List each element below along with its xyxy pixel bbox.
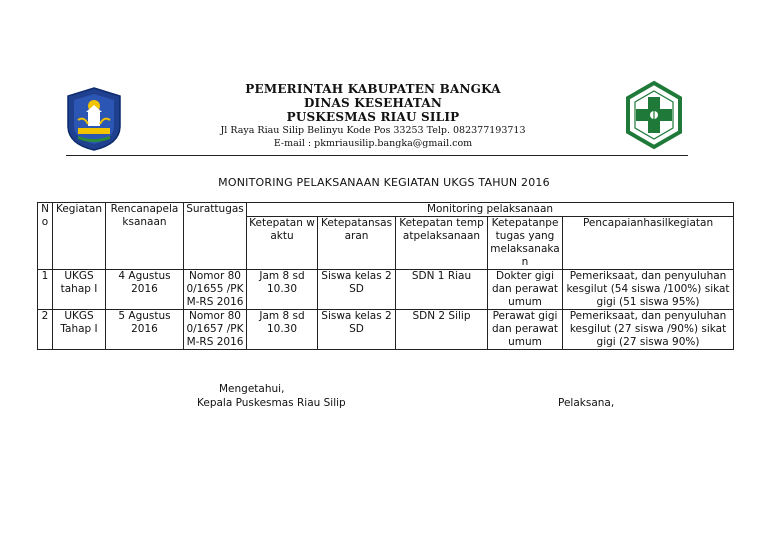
monitoring-table (37, 202, 734, 350)
letterhead-email: E-mail : pkmriausilip.bangka@gmail.com (273, 138, 473, 149)
cell-sasaran: Siswa kelas 2 SD (318, 270, 396, 310)
cell-surat: Nomor 800/1657 /PKM-RS 2016 (184, 310, 247, 350)
kabupaten-bangka-emblem-icon (64, 86, 124, 152)
cell-petugas: Dokter gigi dan perawat umum (488, 270, 563, 310)
header-monitoring-group: Monitoring pelaksanaan (247, 203, 734, 217)
cell-no: 1 (38, 270, 53, 310)
letterhead-department: DINAS KESEHATAN (303, 96, 443, 110)
cell-rencana: 5 Agustus 2016 (106, 310, 184, 350)
header-hasil: Pencapaianhasilkegiatan (563, 217, 734, 270)
puskesmas-cross-emblem-icon (623, 80, 685, 150)
table-row (38, 310, 734, 350)
letterhead-address: Jl Raya Riau Silip Belinyu Kode Pos 33253 Telp. 082377193713 (220, 125, 526, 136)
cell-surat: Nomor 800/1655 /PKM-RS 2016 (184, 270, 247, 310)
cell-kegiatan: UKGS Tahap I (53, 310, 106, 350)
signature-executor-label: Pelaksana, (558, 397, 615, 409)
document-title: MONITORING PELAKSANAAN KEGIATAN UKGS TAHUN 2016 (218, 176, 550, 189)
cell-petugas: Perawat gigi dan perawat umum (488, 310, 563, 350)
cell-hasil: Pemeriksaat, dan penyuluhan kesgilut (54 siswa /100%) sikat gigi (51 siswa 95%) (563, 270, 734, 310)
letterhead-institution: PUSKESMAS RIAU SILIP (286, 110, 460, 124)
cell-tempat: SDN 1 Riau (396, 270, 488, 310)
cell-sasaran: Siswa kelas 2 SD (318, 310, 396, 350)
cell-waktu: Jam 8 sd 10.30 (247, 310, 318, 350)
header-no: No (38, 203, 53, 270)
cell-no: 2 (38, 310, 53, 350)
letterhead (180, 82, 566, 150)
header-waktu: Ketepatan waktu (247, 217, 318, 270)
header-surat: Surattugas (184, 203, 247, 270)
signature-head-title: Kepala Puskesmas Riau Silip (197, 397, 346, 409)
cell-kegiatan: UKGS tahap I (53, 270, 106, 310)
table-row (38, 270, 734, 310)
table-header-row (38, 203, 734, 217)
header-rencana: Rencanapelaksanaan (106, 203, 184, 270)
signature-acknowledged-label: Mengetahui, (219, 383, 285, 395)
letterhead-government: PEMERINTAH KABUPATEN BANGKA (245, 82, 501, 96)
header-petugas: Ketepatanpetugas yang melaksanakan (488, 217, 563, 270)
header-tempat: Ketepatan tempatpelaksanaan (396, 217, 488, 270)
cell-waktu: Jam 8 sd 10.30 (247, 270, 318, 310)
cell-hasil: Pemeriksaat, dan penyuluhan kesgilut (27 siswa /90%) sikat gigi (27 siswa 90%) (563, 310, 734, 350)
cell-rencana: 4 Agustus 2016 (106, 270, 184, 310)
header-sasaran: Ketepatansasaran (318, 217, 396, 270)
cell-tempat: SDN 2 Silip (396, 310, 488, 350)
letterhead-divider (66, 155, 688, 156)
header-kegiatan: Kegiatan (53, 203, 106, 270)
